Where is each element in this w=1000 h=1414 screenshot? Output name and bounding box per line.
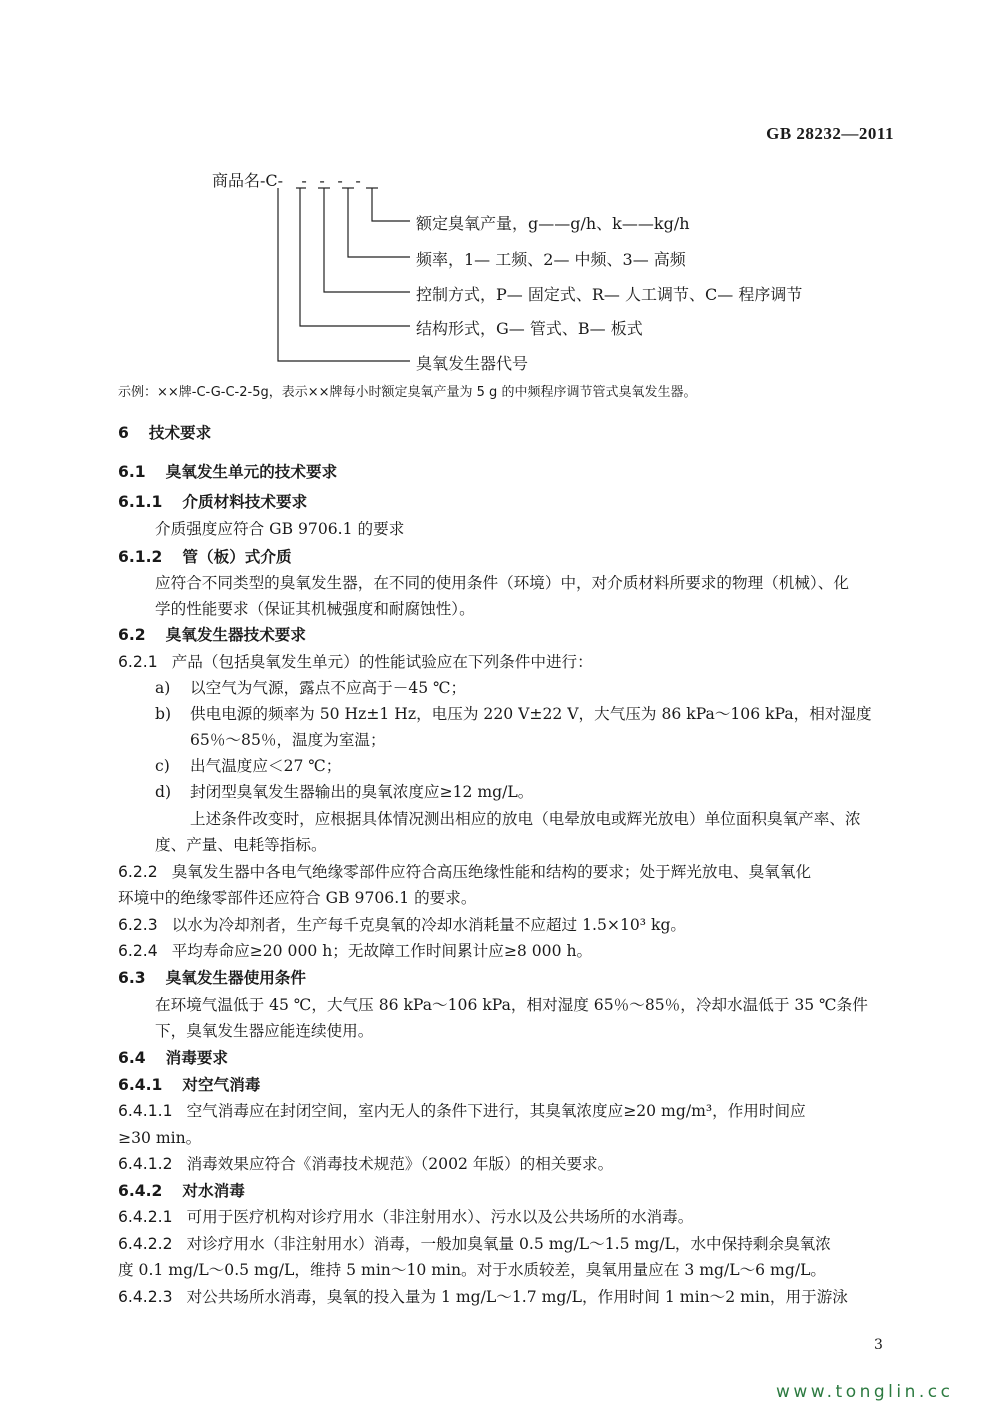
clause xyxy=(118,1099,806,1121)
heading-text: 消毒要求 xyxy=(165,1049,229,1067)
code-c: -C- xyxy=(260,171,284,190)
line-text: 下，臭氧发生器应能连续使用。 xyxy=(155,1022,374,1040)
section-heading xyxy=(118,545,292,567)
clause xyxy=(118,1152,613,1174)
paragraph-line xyxy=(155,1019,373,1041)
clause xyxy=(118,1285,848,1307)
section-heading xyxy=(118,966,306,988)
list-marker: b) xyxy=(155,705,172,723)
code-dash: - xyxy=(319,171,325,190)
code-dash: - xyxy=(301,171,307,190)
section-heading xyxy=(118,1046,228,1068)
heading-text: 技术要求 xyxy=(148,424,212,442)
code-item-output: 额定臭氧产量，g——g/h、k——kg/h xyxy=(416,214,690,233)
clause-number: 6.1.1 xyxy=(118,493,163,511)
heading-text: 臭氧发生器使用条件 xyxy=(165,969,306,987)
clause-number: 6.2.4 xyxy=(118,942,158,960)
line-text: 65％～85％，温度为室温； xyxy=(190,731,386,749)
product-name-label: 商品名 xyxy=(212,171,261,190)
model-code-diagram xyxy=(0,0,1000,380)
clause-number: 6 xyxy=(118,424,129,442)
paragraph-line xyxy=(190,728,386,750)
clause-number: 6.2 xyxy=(118,626,146,644)
code-item-control: 控制方式，P— 固定式、R— 人工调节、C— 程序调节 xyxy=(416,285,803,304)
line-text: 环境中的绝缘零部件还应符合 GB 9706.1 的要求。 xyxy=(118,889,477,907)
clause-number: 6.4.1 xyxy=(118,1076,163,1094)
line-text: 学的性能要求（保证其机械强度和耐腐蚀性）。 xyxy=(155,600,475,618)
line-text: 对公共场所水消毒，臭氧的投入量为 1 mg/L～1.7 mg/L，作用时间 1 min～2 min，用于游泳 xyxy=(186,1288,848,1306)
list-marker: d) xyxy=(155,783,172,801)
line-text: 度、产量、电耗等指标。 xyxy=(155,836,327,854)
heading-text: 管（板）式介质 xyxy=(182,548,292,566)
clause-number: 6.4.1.1 xyxy=(118,1102,173,1120)
clause xyxy=(118,650,593,672)
clause-number: 6.4.2.2 xyxy=(118,1235,173,1253)
paragraph-line xyxy=(118,1258,826,1280)
line-text: 消毒效果应符合《消毒技术规范》（2002 年版）的相关要求。 xyxy=(186,1155,614,1173)
code-dash: - xyxy=(337,171,343,190)
code-item-frequency: 频率，1— 工频、2— 中频、3— 高频 xyxy=(416,250,686,269)
section-heading xyxy=(118,1073,260,1095)
clause xyxy=(118,939,592,961)
clause-number: 6.2.2 xyxy=(118,863,158,881)
list-item xyxy=(155,676,466,698)
line-text: 臭氧发生器中各电气绝缘零部件应符合高压绝缘性能和结构的要求；处于辉光放电、臭氧氧化 xyxy=(171,863,812,881)
clause-number: 6.2.1 xyxy=(118,653,158,671)
line-text: 出气温度应＜27 ℃； xyxy=(190,757,342,775)
clause xyxy=(118,860,811,882)
code-dash: - xyxy=(355,171,361,190)
code-item-structure: 结构形式，G— 管式、B— 板式 xyxy=(416,319,643,338)
line-text: 封闭型臭氧发生器输出的臭氧浓度应≥12 mg/L。 xyxy=(190,783,534,801)
clause-number: 6.1 xyxy=(118,463,146,481)
clause-number: 6.4.1.2 xyxy=(118,1155,173,1173)
paragraph-line xyxy=(155,571,849,593)
paragraph-line xyxy=(155,517,404,539)
section-heading xyxy=(118,490,307,512)
clause-number: 6.4.2 xyxy=(118,1182,163,1200)
paragraph-line xyxy=(155,833,327,855)
line-text: 对诊疗用水（非注射用水）消毒，一般加臭氧量 0.5 mg/L～1.5 mg/L，水中保持剩余臭氧浓 xyxy=(186,1235,831,1253)
paragraph-line xyxy=(118,886,476,908)
heading-text: 介质材料技术要求 xyxy=(182,493,308,511)
paragraph-line xyxy=(155,993,868,1015)
clause-number: 6.4.2.1 xyxy=(118,1208,173,1226)
clause-number: 6.4 xyxy=(118,1049,146,1067)
clause-number: 6.4.2.3 xyxy=(118,1288,173,1306)
standard-code: GB 28232—2011 xyxy=(766,124,894,143)
example-note: 示例：××牌-C-G-C-2-5g，表示××牌每小时额定臭氧产量为 5 g 的中频程序调节管式臭氧发生器。 xyxy=(118,385,697,400)
line-text: 应符合不同类型的臭氧发生器，在不同的使用条件（环境）中，对介质材料所要求的物理（机械）、化 xyxy=(155,574,849,592)
page-number: 3 xyxy=(874,1337,883,1353)
line-text: 介质强度应符合 GB 9706.1 的要求 xyxy=(155,520,405,538)
list-item xyxy=(155,754,341,776)
line-text: 以空气为气源，露点不应高于－45 ℃； xyxy=(190,679,467,697)
list-marker: a) xyxy=(155,679,171,697)
heading-text: 臭氧发生器技术要求 xyxy=(165,626,306,644)
list-marker: c) xyxy=(155,757,170,775)
line-text: 产品（包括臭氧发生单元）的性能试验应在下列条件中进行： xyxy=(171,653,593,671)
list-item xyxy=(155,702,872,724)
line-text: 平均寿命应≥20 000 h；无故障工作时间累计应≥8 000 h。 xyxy=(171,942,593,960)
clause-number: 6.1.2 xyxy=(118,548,163,566)
paragraph-line xyxy=(118,1126,201,1148)
code-item-generator: 臭氧发生器代号 xyxy=(416,354,529,373)
section-heading xyxy=(118,1179,245,1201)
line-text: 在环境气温低于 45 ℃，大气压 86 kPa～106 kPa，相对湿度 65％～85％，冷却水温低于 35 ℃条件 xyxy=(155,996,868,1014)
section-heading xyxy=(118,421,211,443)
paragraph-line xyxy=(190,807,861,829)
heading-text: 对空气消毒 xyxy=(182,1076,261,1094)
section-heading xyxy=(118,460,337,482)
heading-text: 对水消毒 xyxy=(182,1182,245,1200)
line-text: 以水为冷却剂者，生产每千克臭氧的冷却水消耗量不应超过 1.5×10³ kg。 xyxy=(171,916,687,934)
line-text: 上述条件改变时，应根据具体情况测出相应的放电（电晕放电或辉光放电）单位面积臭氧产率、浓 xyxy=(190,810,861,828)
clause xyxy=(118,1232,831,1254)
model-code-head xyxy=(212,168,367,191)
clause-number: 6.2.3 xyxy=(118,916,158,934)
line-text: ≥30 min。 xyxy=(118,1129,202,1147)
clause xyxy=(118,1205,693,1227)
line-text: 度 0.1 mg/L～0.5 mg/L，维持 5 min～10 min。对于水质较差，臭氧用量应在 3 mg/L～6 mg/L。 xyxy=(118,1261,827,1279)
line-text: 供电电源的频率为 50 Hz±1 Hz，电压为 220 V±22 V，大气压为 86 kPa～106 kPa，相对湿度 xyxy=(190,705,872,723)
paragraph-line xyxy=(155,597,475,619)
line-text: 空气消毒应在封闭空间，室内无人的条件下进行，其臭氧浓度应≥20 mg/m³，作用时间应 xyxy=(186,1102,806,1120)
clause-number: 6.3 xyxy=(118,969,146,987)
heading-text: 臭氧发生单元的技术要求 xyxy=(165,463,338,481)
line-text: 可用于医疗机构对诊疗用水（非注射用水）、污水以及公共场所的水消毒。 xyxy=(186,1208,694,1226)
clause xyxy=(118,913,686,935)
section-heading xyxy=(118,623,306,645)
list-item xyxy=(155,780,533,802)
watermark: www.tonglin.cc xyxy=(776,1382,954,1402)
